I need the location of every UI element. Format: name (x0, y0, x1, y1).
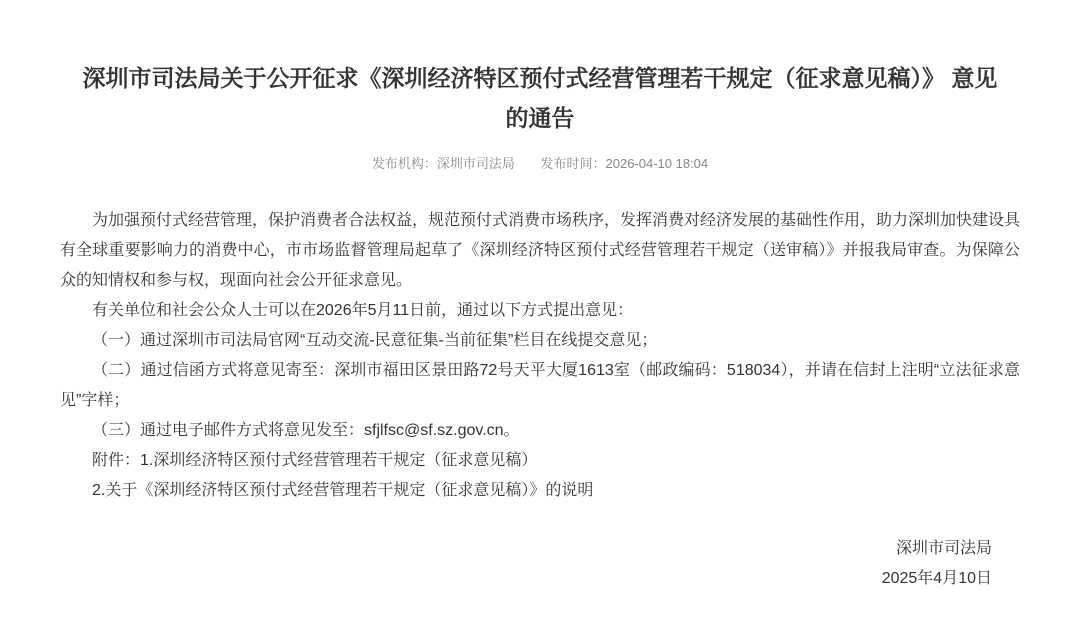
publisher-value: 深圳市司法局 (436, 156, 515, 171)
publisher-label: 发布机构： (371, 156, 437, 171)
signature-date: 2025年4月10日 (881, 570, 992, 587)
notice-paragraph: 为加强预付式经营管理，保护消费者合法权益，规范预付式消费市场秩序，发挥消费对经济发展的基础性作用，助力深圳加快建设具有全球重要影响力的消费中心，市市场监督管理局起草了《深圳经济特区预付式经营管理若干规定（送审稿）》并报我局审查。为保障公众的知情权和参与权，现面向社会公开征求意见。 (60, 212, 1021, 289)
notice-paragraph: （一）通过深圳市司法局官网“互动交流-民意征集-当前征集”栏目在线提交意见； (92, 332, 658, 349)
publish-time-value: 2026-04-10 18:04 (605, 156, 709, 171)
notice-meta (60, 154, 1020, 174)
publish-time-meta (540, 154, 708, 174)
notice-paragraph: 有关单位和社会公众人士可以在2026年5月11日前，通过以下方式提出意见： (92, 302, 634, 319)
publisher-meta (372, 154, 515, 174)
notice-paragraph: （三）通过电子邮件方式将意见发至：sfjlfsc@sf.sz.gov.cn。 (92, 422, 520, 439)
notice-title: 深圳市司法局关于公开征求《深圳经济特区预付式经营管理若干规定（征求意见稿）》 意见的通告 (82, 65, 998, 131)
notice-paragraph: （二）通过信函方式将意见寄至：深圳市福田区景田路72号天平大厦1613室（邮政编码：518034），并请在信封上注明“立法征求意见”字样； (60, 362, 1020, 409)
notice-body (60, 206, 1020, 506)
publish-time-label: 发布时间： (540, 156, 606, 171)
notice-attachment-line: 附件：1.深圳经济特区预付式经营管理若干规定（征求意见稿） (92, 452, 538, 469)
signature-org: 深圳市司法局 (895, 540, 992, 557)
notice-signature (60, 534, 1020, 594)
notice-attachment-line: 2.关于《深圳经济特区预付式经营管理若干规定（征求意见稿）》的说明 (92, 482, 594, 499)
